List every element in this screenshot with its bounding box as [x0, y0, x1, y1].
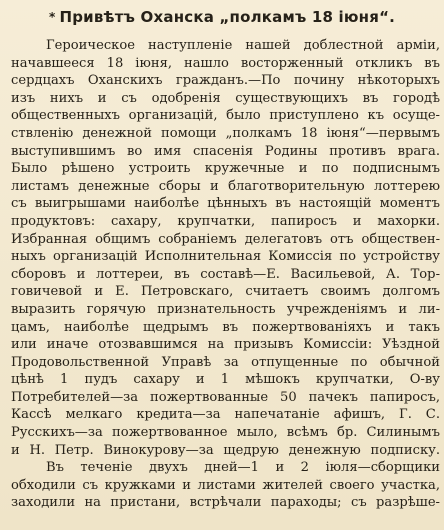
- text-line: Кассѣ мелкаго кредита—за напечатаніе афишъ, Г. С.: [11, 407, 440, 423]
- article-title: Привѣтъ Оханска „полкамъ 18 іюня“.: [59, 8, 396, 26]
- article-body: [0, 37, 444, 512]
- text-line: говичевой и Е. Петровскаго, считаетъ своимъ долгомъ: [11, 284, 440, 300]
- text-line: Избранная общимъ собраніемъ делегатовъ отъ обществен-: [11, 231, 440, 247]
- text-line: Русскихъ—за пожертвованное мыло, всѣмъ бр. Силинымъ: [11, 425, 440, 441]
- text-line: общественныхъ организацій, было приступлено къ осуще-: [11, 108, 440, 124]
- text-line: Героическое наступленіе нашей доблестной арміи,: [46, 38, 440, 53]
- text-line: заходили на пристани, встрѣчали параходы; съ разрѣше-: [11, 495, 440, 511]
- text-line: цѣнѣ 1 пудъ сахару и 1 мѣшокъ крупчатки, О-ву: [11, 372, 440, 388]
- text-line: и Н. Петр. Винокурову—за щедрую денежную подписку.: [11, 442, 440, 458]
- text-line: изъ нихъ и съ одобренія существующихъ въ городѣ: [11, 90, 440, 106]
- title-asterisk: *: [48, 10, 56, 24]
- text-line: съ выигрышами наиболѣе цѣнныхъ въ настоящій моментъ: [11, 196, 440, 212]
- text-line: ствленію денежной помощи „полкамъ 18 іюня“—первымъ: [11, 125, 440, 141]
- text-line: или иначе отозвавшимся на призывъ Комиссіи: Уѣздной: [11, 337, 440, 353]
- text-line: обходили съ кружками и листами жителей своего участка,: [11, 477, 440, 493]
- text-line: Продовольственной Управѣ за отпущенные по обычной: [11, 354, 440, 370]
- text-line: Потребителей—за пожертвованные 50 пачекъ папиросъ,: [11, 389, 440, 405]
- text-line: ныхъ организацій Исполнительная Комиссія по устройству: [11, 249, 440, 265]
- text-line: выступившимъ во имя спасенія Родины противъ врага.: [11, 143, 440, 159]
- text-line: цамъ, наиболѣе щедрымъ въ пожертвованіяхъ и такъ: [11, 319, 440, 335]
- text-line: Было рѣшено устроить кружечные и по подписнымъ: [11, 161, 440, 177]
- text-line: начавшееся 18 іюня, нашло восторженный откликъ въ: [11, 55, 440, 71]
- article-title-row: [0, 8, 444, 26]
- text-line: выразить горячую признательность учрежденіямъ и ли-: [11, 301, 440, 317]
- text-line: Въ теченіе двухъ дней—1 и 2 іюля—сборщики: [46, 460, 440, 476]
- text-line: листамъ денежные сборы и благотворительную лоттерею: [11, 178, 440, 194]
- text-line: сборовъ и лоттереи, въ составѣ—Е. Васильевой, А. Тор-: [11, 266, 440, 282]
- text-line: продуктовъ: сахару, крупчатки, папиросъ и махорки.: [11, 213, 440, 229]
- text-line: сердцахъ Оханскихъ гражданъ.—По почину нѣкоторыхъ: [11, 73, 440, 89]
